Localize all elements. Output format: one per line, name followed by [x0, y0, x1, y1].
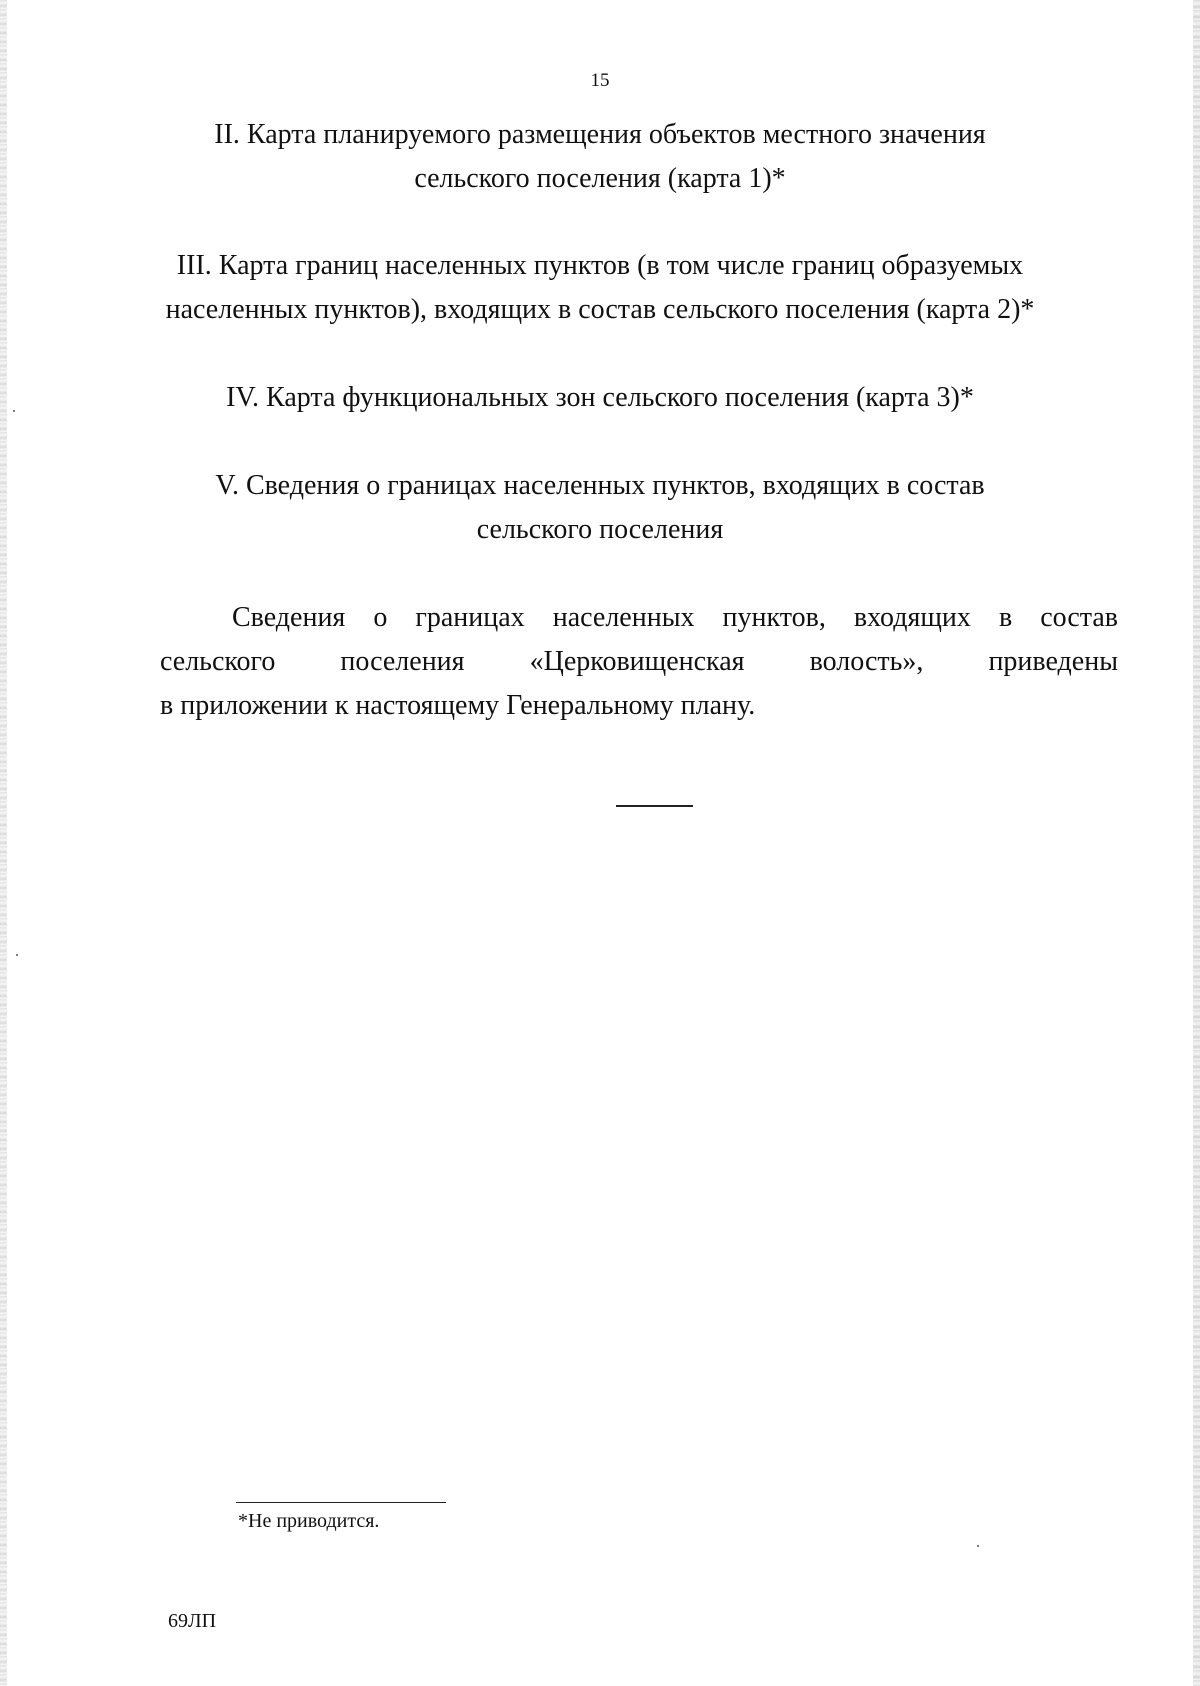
- scan-speck: [16, 954, 18, 956]
- scan-speck: [13, 410, 15, 412]
- heading-line: V. Сведения о границах населенных пунктов, входящих в состав: [215, 470, 985, 501]
- paragraph-line: сельского поселения «Церковищенская волость», приведены: [160, 646, 1118, 677]
- section-end-rule: [616, 805, 693, 807]
- heading-line: IV. Карта функциональных зон сельского поселения (карта 3)*: [226, 382, 974, 413]
- heading-section-3: [150, 244, 1050, 332]
- body-paragraph: [160, 596, 1118, 728]
- footnote-separator: [236, 1502, 446, 1503]
- heading-section-5: [150, 464, 1050, 552]
- heading-line: III. Карта границ населенных пунктов (в том числе границ образуемых: [176, 250, 1024, 281]
- heading-line: II. Карта планируемого размещения объектов местного значения: [214, 119, 986, 150]
- scan-edge-left: [0, 0, 7, 1686]
- document-code: 69ЛП: [168, 1610, 217, 1632]
- scan-speck: [977, 1545, 979, 1547]
- heading-section-2: [150, 113, 1050, 201]
- scan-edge-right: [1193, 0, 1200, 1686]
- paragraph-line: Сведения о границах населенных пунктов, входящих в состав: [232, 602, 1118, 633]
- heading-section-4: [150, 376, 1050, 420]
- paragraph-line: в приложении к настоящему Генеральному плану.: [160, 690, 756, 721]
- footnote-text: *Не приводится.: [238, 1510, 380, 1532]
- heading-line: населенных пунктов), входящих в состав сельского поселения (карта 2)*: [165, 294, 1035, 325]
- heading-line: сельского поселения: [476, 514, 724, 545]
- page-number: 15: [590, 70, 610, 91]
- heading-line: сельского поселения (карта 1)*: [414, 163, 786, 194]
